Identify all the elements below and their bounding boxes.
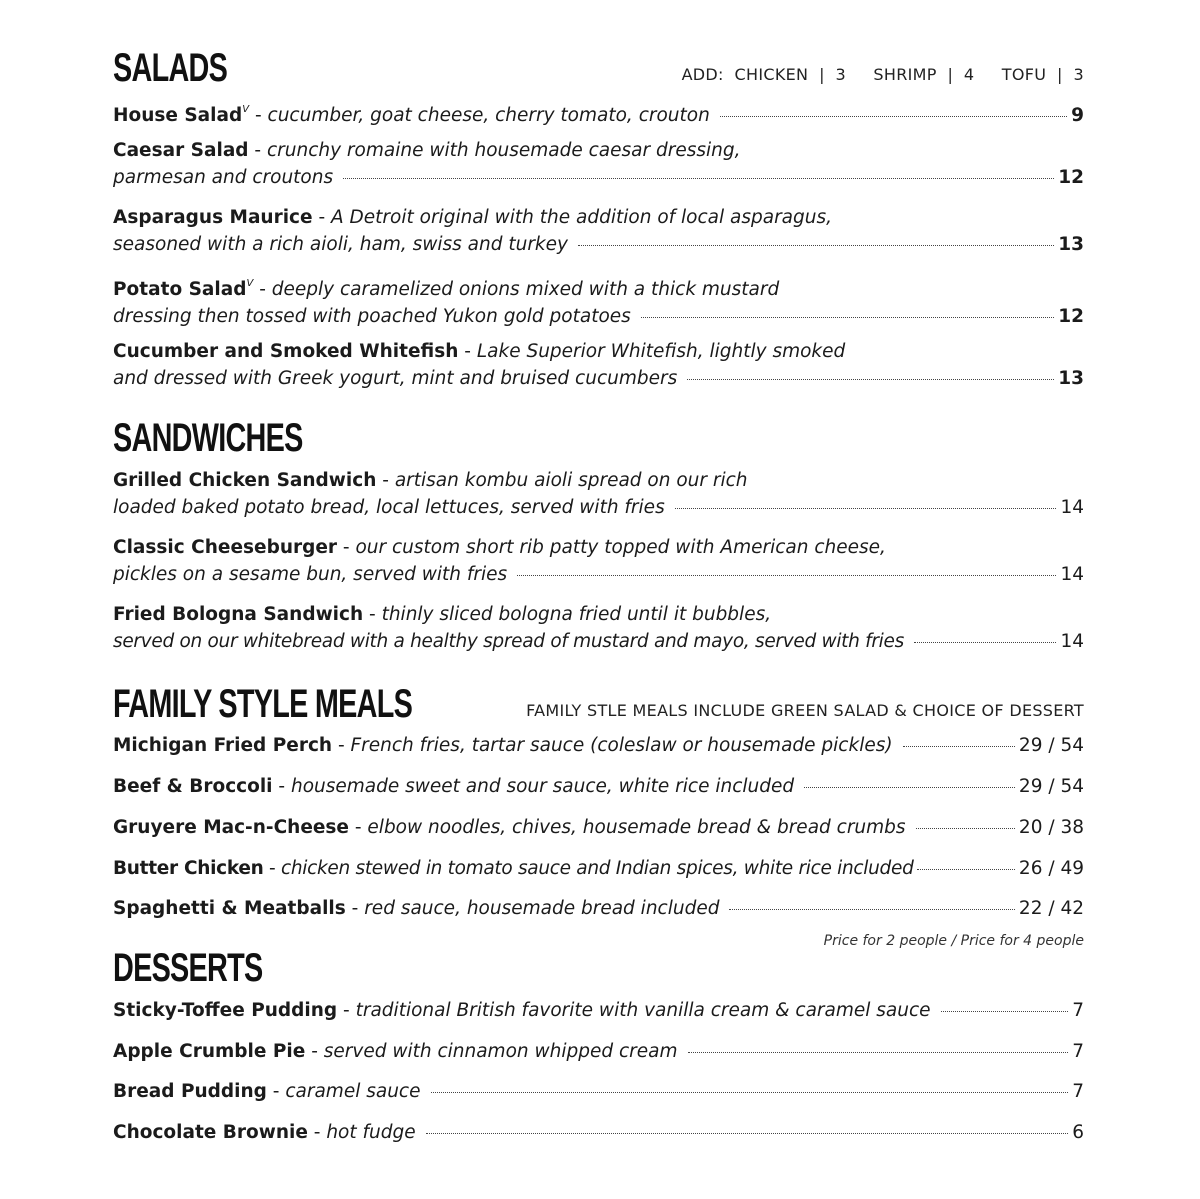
item-name: House Salad$^V$ [113,104,250,126]
item-name: Sticky-Toffee Pudding [113,1000,338,1021]
item-description: artisan kombu aioli spread on our rich [394,470,748,491]
item-description: traditional British favorite with vanilla cream & caramel sauce [355,1000,931,1021]
item-name: Asparagus Maurice [113,207,313,228]
add-on-price: 3 [835,65,847,84]
menu-item-sticky-toffee-pudding: Sticky-Toffee Pudding - traditional British favorite with vanilla cream & caramel sauce 7 [113,998,1084,1025]
item-description: A Detroit original with the addition of local asparagus, [331,207,832,228]
item-description: caramel sauce [285,1081,421,1102]
dot-leader [914,642,1057,643]
item-description: chicken stewed in tomato sauce and Indian spices, white rice included [281,858,914,879]
item-price: 29 / 54 [1018,776,1084,797]
menu-item-michigan-fried-perch: Michigan Fried Perch - French fries, tartar sauce (coleslaw or housemade pickles) 29 / 54 [113,733,1084,760]
salads-add-ons: ADD: CHICKEN | 3 SHRIMP | 4 TOFU | 3 [681,65,1084,84]
item-name: Cucumber and Smoked Whitefish [113,341,459,362]
desserts-heading: DESSERTS [113,946,263,990]
add-on-price: 4 [963,65,975,84]
dot-leader [917,869,1015,870]
item-name: Potato Salad$^V$ [113,278,254,300]
item-name: Beef & Broccoli [113,776,273,797]
menu-item-chocolate-brownie: Chocolate Brownie - hot fudge 6 [113,1120,1084,1147]
item-description: seasoned with a rich aioli, ham, swiss and turkey [113,233,568,255]
menu-item-caesar-salad: Caesar Salad - crunchy romaine with housemade caesar dressing, parmesan and croutons 12 [113,138,1084,191]
menu-item-potato-salad: Potato Salad$^V$ - deeply caramelized onions mixed with a thick mustard dressing then tossed with poached Yukon gold potatoes 12 [113,271,1084,330]
item-description: housemade sweet and sour sauce, white rice included [290,776,795,797]
menu-item-gruyere-mac-n-cheese: Gruyere Mac-n-Cheese - elbow noodles, chives, housemade bread & bread crumbs 20 / 38 [113,815,1084,842]
dot-leader [916,828,1015,829]
item-name: Gruyere Mac-n-Cheese [113,817,349,838]
item-price: 7 [1072,1000,1084,1021]
dot-leader [675,508,1057,509]
item-price: 6 [1072,1122,1084,1143]
item-price: 29 / 54 [1018,735,1084,756]
item-name: Caesar Salad [113,140,249,161]
item-description: hot fudge [326,1122,416,1143]
dot-leader [720,116,1067,117]
item-price: 20 / 38 [1018,817,1084,838]
item-description: served on our whitebread with a healthy spread of mustard and mayo, served with fries [113,630,904,652]
item-description: deeply caramelized onions mixed with a thick mustard [271,279,780,300]
dot-leader [804,787,1015,788]
item-price: 14 [1060,496,1084,518]
dot-leader [578,245,1054,246]
item-name: Classic Cheeseburger [113,537,338,558]
menu-item-classic-cheeseburger: Classic Cheeseburger - our custom short rib patty topped with American cheese, pickles on a sesame bun, served with fries 14 [113,535,1084,588]
menu-item-beef-broccoli: Beef & Broccoli - housemade sweet and sour sauce, white rice included 29 / 54 [113,774,1084,801]
item-name: Spaghetti & Meatballs [113,898,346,919]
item-name: Chocolate Brownie [113,1122,308,1143]
item-description: pickles on a sesame bun, served with fries [113,563,508,585]
salads-heading: SALADS [113,46,228,90]
vegetarian-mark: V [246,278,254,289]
item-description: cucumber, goat cheese, cherry tomato, crouton [267,105,710,126]
vegetarian-mark: V [242,104,250,115]
family-meals-heading: FAMILY STYLE MEALS [113,682,413,726]
item-name: Butter Chicken [113,858,264,879]
menu-item-house-salad: House Salad$^V$ - cucumber, goat cheese, cherry tomato, crouton 9 [113,97,1084,130]
menu-item-bread-pudding: Bread Pudding - caramel sauce 7 [113,1079,1084,1106]
menu-item-cucumber-whitefish: Cucumber and Smoked Whitefish - Lake Superior Whitefish, lightly smoked and dressed with Greek yogurt, mint and bruised cucumbers 13 [113,339,1084,392]
item-price: 7 [1072,1081,1084,1102]
item-price: 12 [1058,166,1084,188]
item-description: served with cinnamon whipped cream [323,1041,678,1062]
item-description: Lake Superior Whitefish, lightly smoked [476,341,846,362]
item-price: 26 / 49 [1018,858,1084,879]
item-price: 7 [1072,1041,1084,1062]
item-name: Apple Crumble Pie [113,1041,306,1062]
item-description: dressing then tossed with poached Yukon gold potatoes [113,305,631,327]
item-name: Bread Pudding [113,1081,267,1102]
dot-leader [517,575,1056,576]
dot-leader [941,1011,1069,1012]
item-description: our custom short rib patty topped with American cheese, [355,537,886,558]
item-name: Michigan Fried Perch [113,735,333,756]
item-price: 9 [1071,105,1084,126]
dot-leader [687,379,1054,380]
item-price: 13 [1058,233,1084,255]
item-description: crunchy romaine with housemade caesar dressing, [266,140,741,161]
menu-item-grilled-chicken-sandwich: Grilled Chicken Sandwich - artisan kombu aioli spread on our rich loaded baked potato bread, local lettuces, served with fries 14 [113,468,1084,521]
dot-leader [426,1133,1069,1134]
add-label: ADD: [681,65,724,84]
item-price: 13 [1058,367,1084,389]
menu-item-fried-bologna-sandwich: Fried Bologna Sandwich - thinly sliced bologna fried until it bubbles, served on our whitebread with a healthy spread of mustard and mayo, served with fries 14 [113,602,1084,655]
dot-leader [431,1092,1069,1093]
item-description: loaded baked potato bread, local lettuces, served with fries [113,496,665,518]
dot-leader [641,317,1054,318]
dot-leader [729,909,1014,910]
menu-item-butter-chicken: Butter Chicken - chicken stewed in tomato sauce and Indian spices, white rice included 26 / 49 [113,856,1084,883]
item-name: Grilled Chicken Sandwich [113,470,377,491]
add-on-name: CHICKEN [734,65,809,84]
family-meals-note: FAMILY STLE MEALS INCLUDE GREEN SALAD & CHOICE OF DESSERT [526,701,1084,720]
price-footnote: Price for 2 people / Price for 4 people [823,933,1084,949]
dot-leader [343,178,1054,179]
item-description: French fries, tartar sauce (coleslaw or housemade pickles) [350,735,893,756]
add-on-name: TOFU [1001,65,1047,84]
add-on-price: 3 [1073,65,1084,84]
menu-item-asparagus-maurice: Asparagus Maurice - A Detroit original with the addition of local asparagus, seasoned with a rich aioli, ham, swiss and turkey 13 [113,205,1084,258]
item-name: Fried Bologna Sandwich [113,604,364,625]
menu-item-spaghetti-meatballs: Spaghetti & Meatballs - red sauce, housemade bread included 22 / 42 [113,896,1084,923]
item-description: red sauce, housemade bread included [364,898,720,919]
item-description: parmesan and croutons [113,166,334,188]
item-description: and dressed with Greek yogurt, mint and bruised cucumbers [113,367,678,389]
menu-item-apple-crumble-pie: Apple Crumble Pie - served with cinnamon whipped cream 7 [113,1039,1084,1066]
item-description: thinly sliced bologna fried until it bubbles, [381,604,772,625]
dot-leader [903,746,1015,747]
sandwiches-heading: SANDWICHES [113,416,303,460]
item-price: 22 / 42 [1018,898,1084,919]
item-price: 14 [1060,630,1084,652]
dot-leader [688,1052,1069,1053]
add-on-name: SHRIMP [873,65,937,84]
item-price: 12 [1058,305,1084,327]
item-price: 14 [1060,563,1084,585]
item-description: elbow noodles, chives, housemade bread & bread crumbs [367,817,906,838]
